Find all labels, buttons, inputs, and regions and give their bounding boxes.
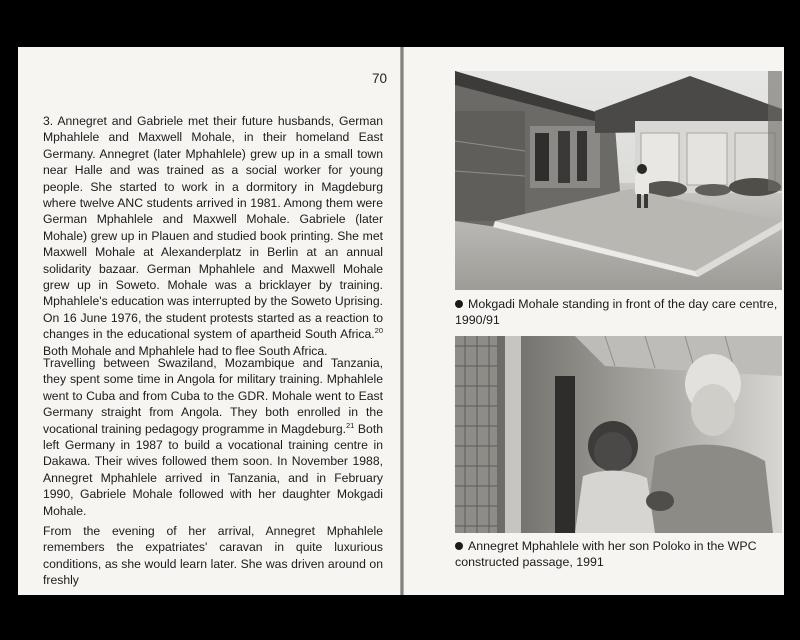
paragraph-2-text: Travelling between Swaziland, Mozambique and Tanzania, they spent some time in Angola for military training. Mphahlele went to Cuba and from Cuba to the GDR. Mohale went to East Germany straight from Angola. They both enrolled in the vocational training pedagogy programme in Magdeburg. <box>43 356 383 436</box>
photo-day-care-centre <box>455 71 782 290</box>
caption-photo-2 <box>455 538 781 570</box>
footnote-ref-20: 20 <box>374 326 383 336</box>
page-number: 70 <box>371 71 387 86</box>
paragraph-3 <box>43 523 383 589</box>
paragraph-1-text: 3. Annegret and Gabriele met their future husbands, German Mphahlele and Maxwell Mohale, in their homeland East Germany. Annegret (later Mphahlele) grew up in a small town near Halle and was trained as a social worker for young people. She started to work in a dormitory in Magdeburg where twelve ANC students arrived in 1981. Among them were German Mphahlele and Maxwell Mohale. Gabriele (later Mohale) grew up in Plauen and studied book printing. She met Maxwell Mohale at Alexanderplatz in Berlin at an annual solidarity bazaar. German Mphahlele and Maxwell Mohale grew up in Soweto. Mohale was a bricklayer by training. Mphahlele's education was interrupted by the Soweto Uprising. On 16 June 1976, the student protests started as a reaction to changes in the educational system of apartheid South Africa. <box>43 114 383 342</box>
bullet-icon <box>455 300 463 308</box>
paragraph-1 <box>43 113 383 359</box>
footnote-ref-21: 21 <box>346 420 355 430</box>
book-spread <box>18 47 784 595</box>
right-page <box>404 47 784 595</box>
caption-photo-2-text: Annegret Mphahlele with her son Poloko in the WPC constructed passage, 1991 <box>455 539 757 569</box>
caption-photo-1-text: Mokgadi Mohale standing in front of the day care centre, 1990/91 <box>455 297 778 327</box>
bullet-icon <box>455 542 463 550</box>
photo-day-care-centre-image <box>455 71 782 290</box>
left-page <box>18 47 400 595</box>
paragraph-2 <box>43 355 383 519</box>
paragraph-2-text-after: Both left Germany in 1987 to build a vocational training centre in Dakawa. Their wives followed them soon. In November 1988, Annegret Mphahlele arrived in Tanzania, and in February 1990, Gabriele Mohale followed with her daughter Mokgadi Mohale. <box>43 421 383 518</box>
paragraph-3-text: From the evening of her arrival, Annegret Mphahlele remembers the expatriates' caravan in quite luxurious conditions, as she would learn later. She was driven around on freshly <box>43 524 383 588</box>
photo-wpc-passage <box>455 336 782 533</box>
caption-photo-1 <box>455 296 781 328</box>
photo-wpc-passage-image <box>455 336 782 533</box>
paragraph-1-text-after: Both Mohale and Mphahlele had to flee South Africa. <box>43 343 328 358</box>
